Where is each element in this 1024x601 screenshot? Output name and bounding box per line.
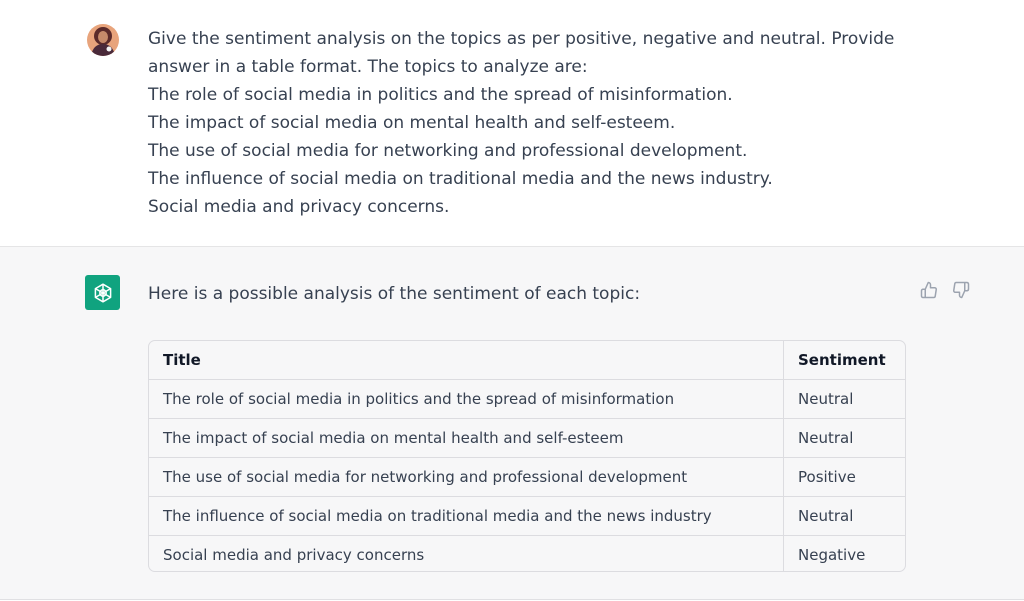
topic-cell: The influence of social media on traditional media and the news industry [149, 497, 784, 536]
prompt-line: The influence of social media on traditional media and the news industry. [148, 169, 773, 189]
topic-cell: Social media and privacy concerns [149, 536, 784, 573]
openai-logo-icon [85, 275, 120, 310]
sentiment-cell: Neutral [784, 380, 906, 419]
table-row [149, 380, 905, 419]
topic-cell: The use of social media for networking and professional development [149, 458, 784, 497]
topic-cell: The role of social media in politics and the spread of misinformation [149, 380, 784, 419]
prompt-line: Give the sentiment analysis on the topics as per positive, negative and neutral. Provide [148, 29, 895, 49]
column-header-title: Title [149, 341, 784, 380]
column-header-sentiment: Sentiment [784, 341, 906, 380]
prompt-line: The use of social media for networking and professional development. [148, 141, 748, 161]
table-row [149, 536, 905, 573]
user-message-row [0, 0, 1024, 247]
sentiment-cell: Positive [784, 458, 906, 497]
prompt-line: Social media and privacy concerns. [148, 197, 450, 217]
prompt-line: The impact of social media on mental health and self-esteem. [148, 113, 676, 133]
sentiment-cell: Negative [798, 546, 866, 564]
thumbs-up-icon[interactable] [918, 279, 940, 301]
table-row [149, 419, 905, 458]
sentiment-cell: Neutral [784, 419, 906, 458]
sentiment-table [148, 340, 906, 572]
assistant-intro: Here is a possible analysis of the sentiment of each topic: [148, 284, 641, 304]
prompt-line: The role of social media in politics and the spread of misinformation. [148, 85, 733, 105]
sentiment-cell: Neutral [784, 497, 906, 536]
thumbs-down-icon[interactable] [950, 279, 972, 301]
table-header-row [149, 341, 905, 380]
prompt-line: answer in a table format. The topics to analyze are: [148, 57, 588, 77]
user-avatar [87, 24, 119, 56]
topic-cell: The impact of social media on mental health and self-esteem [149, 419, 784, 458]
user-prompt [148, 25, 895, 221]
table-row [149, 497, 905, 536]
table-row [149, 458, 905, 497]
